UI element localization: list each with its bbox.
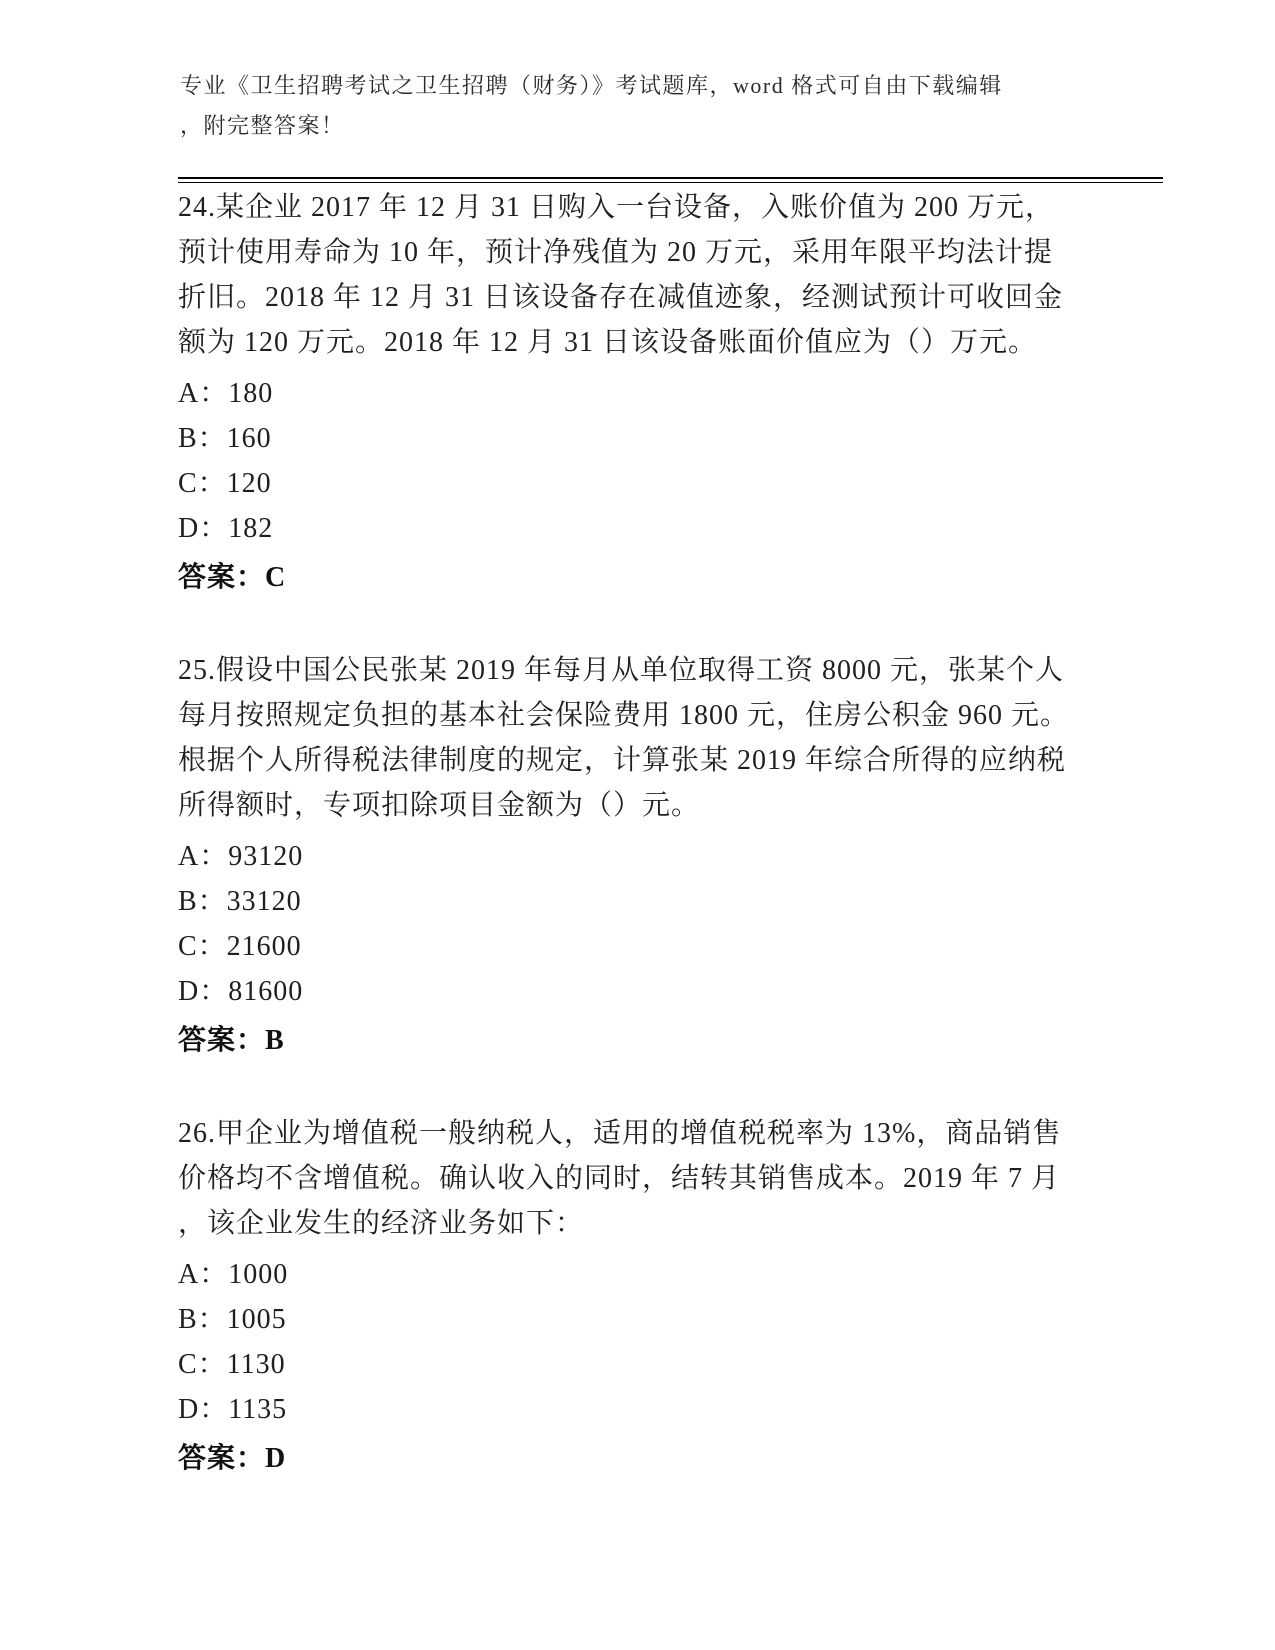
question-line: 折旧。2018 年 12 月 31 日该设备存在减值迹象，经测试预计可收回金 [178,282,1064,313]
options-list [178,1252,1178,1432]
question-line: 额为 120 万元。2018 年 12 月 31 日该设备账面价值应为（）万元。 [178,327,1038,358]
question-line: 24.某企业 2017 年 12 月 31 日购入一台设备，入账价值为 200 万元， [178,192,1055,223]
header-line-2: ，附完整答案！ [180,113,345,138]
option-b: B：1005 [178,1304,287,1335]
option-a: A：1000 [178,1259,289,1290]
options-list [178,371,1178,551]
document-body [178,185,1178,1481]
question-line: 根据个人所得税法律制度的规定，计算张某 2019 年综合所得的应纳税 [178,745,1067,776]
option-d: D：81600 [178,976,304,1007]
question-25 [178,648,1178,1063]
question-24 [178,185,1178,600]
answer-line: 答案：B [178,1025,285,1056]
option-b: B：33120 [178,886,302,917]
options-list [178,834,1178,1014]
question-line: 所得额时，专项扣除项目金额为（）元。 [178,790,701,821]
option-a: A：93120 [178,841,304,872]
question-line: 每月按照规定负担的基本社会保险费用 1800 元，住房公积金 960 元。 [178,700,1070,731]
option-c: C：120 [178,468,272,499]
option-d: D：182 [178,513,274,544]
option-c: C：21600 [178,931,302,962]
option-b: B：160 [178,423,272,454]
question-26 [178,1111,1178,1481]
question-line: 26.甲企业为增值税一般纳税人，适用的增值税税率为 13%，商品销售 [178,1118,1062,1149]
question-line: 预计使用寿命为 10 年，预计净残值为 20 万元，采用年限平均法计提 [178,237,1054,268]
header-text-block [180,66,1140,146]
question-line: ，该企业发生的经济业务如下： [178,1208,585,1239]
answer-line: 答案：D [178,1443,287,1474]
header-rule [178,177,1163,183]
answer-line: 答案：C [178,562,287,593]
option-d: D：1135 [178,1394,288,1425]
option-c: C：1130 [178,1349,286,1380]
question-line: 价格均不含增值税。确认收入的同时，结转其销售成本。2019 年 7 月 [178,1163,1061,1194]
option-a: A：180 [178,378,274,409]
question-line: 25.假设中国公民张某 2019 年每月从单位取得工资 8000 元，张某个人 [178,655,1065,686]
header-line-1: 专业《卫生招聘考试之卫生招聘（财务）》考试题库，word 格式可自由下载编辑 [180,73,1003,98]
